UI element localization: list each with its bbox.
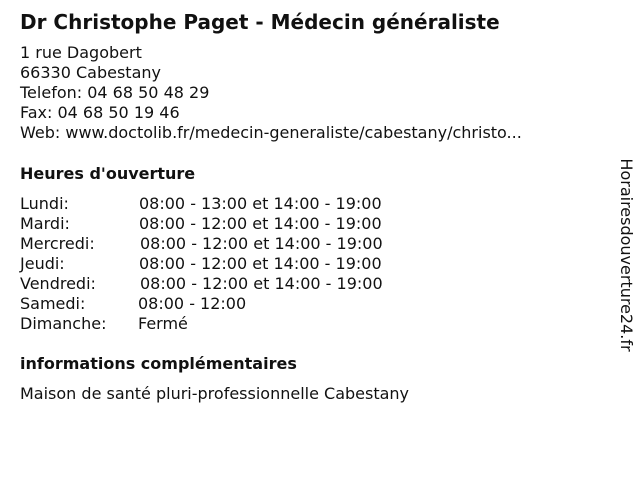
day-label: Samedi:	[20, 294, 86, 313]
website-link[interactable]: Web: www.doctolib.fr/medecin-generaliste/cabestany/christo...	[20, 123, 522, 142]
page-title: Dr Christophe Paget - Médecin généraliste	[20, 10, 500, 34]
hours-row-friday	[20, 274, 440, 294]
site-brand-vertical: Horairesdouverture24.fr	[617, 158, 636, 352]
hours-row-tuesday	[20, 214, 440, 234]
address-street: 1 rue Dagobert	[20, 43, 142, 62]
phone-number: Telefon: 04 68 50 48 29	[20, 83, 210, 102]
time-value: 08:00 - 12:00 et 14:00 - 19:00	[140, 274, 383, 293]
day-label: Jeudi:	[20, 254, 65, 273]
hours-row-wednesday	[20, 234, 440, 254]
day-label: Lundi:	[20, 194, 69, 213]
contact-block	[20, 43, 522, 143]
time-value: 08:00 - 12:00	[138, 294, 247, 313]
time-value: 08:00 - 12:00 et 14:00 - 19:00	[140, 234, 383, 253]
day-label: Mercredi:	[20, 234, 95, 253]
day-label: Dimanche:	[20, 314, 107, 333]
hours-heading: Heures d'ouverture	[20, 164, 196, 183]
hours-row-monday	[20, 194, 440, 214]
opening-hours-table	[20, 194, 440, 334]
info-heading: informations complémentaires	[20, 354, 297, 373]
hours-row-sunday	[20, 314, 440, 334]
time-value: 08:00 - 12:00 et 14:00 - 19:00	[139, 254, 382, 273]
day-label: Vendredi:	[20, 274, 96, 293]
hours-row-thursday	[20, 254, 440, 274]
time-value: 08:00 - 12:00 et 14:00 - 19:00	[139, 214, 382, 233]
info-text: Maison de santé pluri-professionnelle Cabestany	[20, 384, 410, 403]
time-value: Fermé	[138, 314, 188, 333]
address-city: 66330 Cabestany	[20, 63, 161, 82]
hours-row-saturday	[20, 294, 440, 314]
fax-number: Fax: 04 68 50 19 46	[20, 103, 180, 122]
day-label: Mardi:	[20, 214, 70, 233]
time-value: 08:00 - 13:00 et 14:00 - 19:00	[139, 194, 382, 213]
